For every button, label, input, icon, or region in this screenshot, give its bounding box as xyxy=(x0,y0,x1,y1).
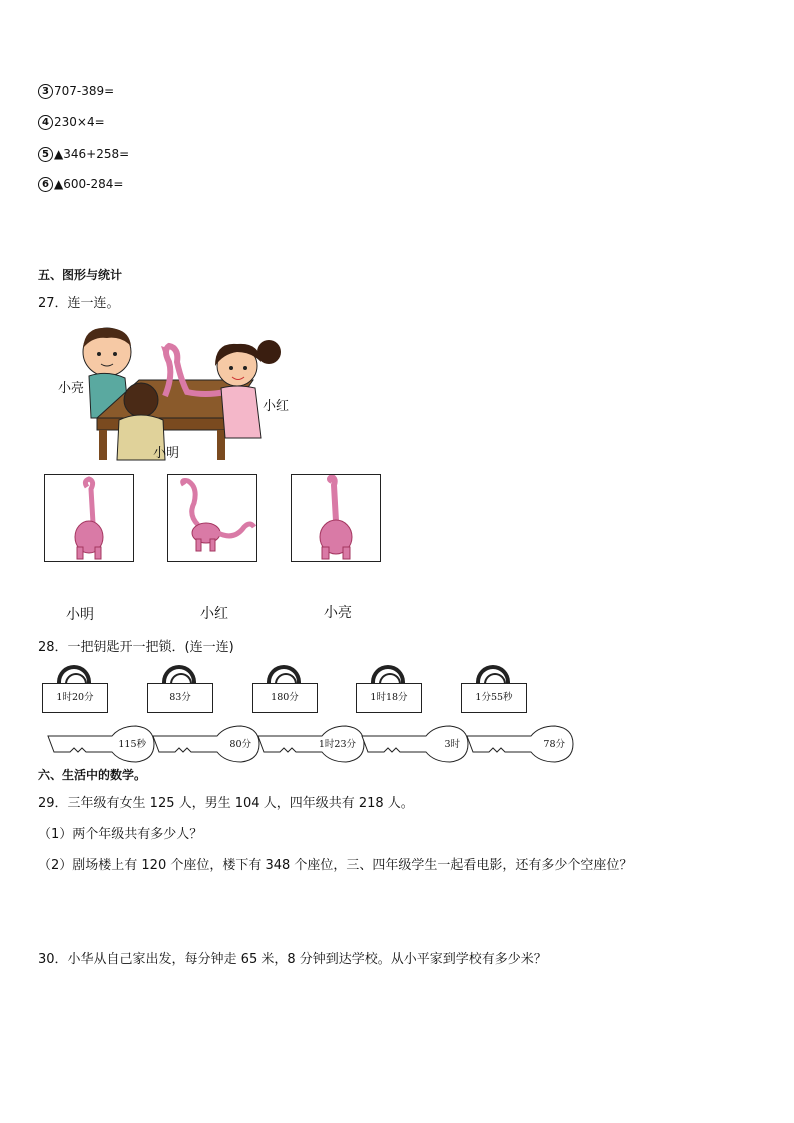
label-xiaoliang: 小亮 xyxy=(58,381,85,396)
question-29: 29．三年级有女生 125 人，男生 104 人，四年级共有 218 人。 xyxy=(38,796,414,811)
lock-5[interactable] xyxy=(461,665,525,715)
circled-number: 3 xyxy=(38,84,53,99)
question-27: 27．连一连。 xyxy=(38,296,120,311)
view-box-back[interactable] xyxy=(291,474,381,562)
lock-label: 83分 xyxy=(147,683,213,713)
lock-label: 180分 xyxy=(252,683,318,713)
lock-4[interactable] xyxy=(356,665,420,715)
calc-item-5 xyxy=(38,147,129,162)
lock-1[interactable] xyxy=(42,665,106,715)
calc-item-6 xyxy=(38,177,123,192)
calc-expression: 230×4= xyxy=(54,115,105,129)
question-29-part-1: （1）两个年级共有多少人？ xyxy=(38,827,203,842)
key-3[interactable] xyxy=(256,724,366,764)
section-title: 五、图形与统计 xyxy=(38,268,123,282)
scene-image xyxy=(55,322,305,462)
dinosaur-side-view xyxy=(168,475,256,561)
label-xiaohong: 小红 xyxy=(263,399,290,414)
view-box-side[interactable] xyxy=(167,474,257,562)
circled-number: 6 xyxy=(38,177,53,192)
lock-label: 1分55秒 xyxy=(461,683,527,713)
circled-number: 4 xyxy=(38,115,53,130)
caption-xiaoliang[interactable]: 小亮 xyxy=(324,605,352,621)
lock-3[interactable] xyxy=(252,665,316,715)
scene-illustration xyxy=(55,322,305,462)
question-30: 30．小华从自己家出发，每分钟走 65 米，8 分钟到达学校。从小平家到学校有多少米？ xyxy=(38,952,547,967)
caption-xiaoming[interactable]: 小明 xyxy=(66,607,94,623)
key-label: 78分 xyxy=(543,739,565,750)
key-5[interactable] xyxy=(465,724,575,764)
label-xiaoming: 小明 xyxy=(153,446,180,461)
key-4[interactable] xyxy=(360,724,470,764)
question-29-part-2: （2）剧场楼上有 120 个座位，楼下有 348 个座位，三、四年级学生一起看电影，还有多少个空座位？ xyxy=(38,858,633,873)
calc-expression: ▲346+258= xyxy=(54,147,130,161)
view-box-front[interactable] xyxy=(44,474,134,562)
dinosaur-back-view xyxy=(292,475,380,561)
caption-xiaohong[interactable]: 小红 xyxy=(200,606,228,622)
calc-expression: ▲600-284= xyxy=(54,177,124,191)
calc-item-4 xyxy=(38,115,105,130)
lock-label: 1时18分 xyxy=(356,683,422,713)
section-title: 六、生活中的数学。 xyxy=(38,768,147,782)
key-label: 3时 xyxy=(444,739,460,750)
lock-label: 1时20分 xyxy=(42,683,108,713)
circled-number: 5 xyxy=(38,147,53,162)
calc-expression: 707-389= xyxy=(54,84,115,98)
key-label: 80分 xyxy=(229,739,251,750)
key-label: 1时23分 xyxy=(318,739,356,750)
dinosaur-front-view xyxy=(45,475,133,561)
key-label: 115秒 xyxy=(118,739,146,750)
key-1[interactable] xyxy=(46,724,156,764)
key-2[interactable] xyxy=(151,724,261,764)
calc-item-3 xyxy=(38,84,114,99)
question-28: 28．一把钥匙开一把锁．(连一连) xyxy=(38,640,234,655)
lock-2[interactable] xyxy=(147,665,211,715)
